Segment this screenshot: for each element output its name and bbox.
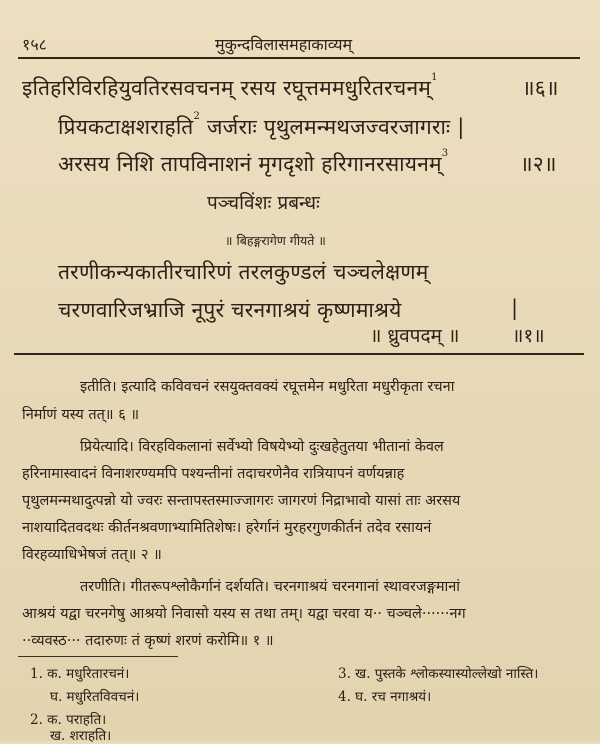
page-number: १५८ bbox=[22, 35, 47, 54]
header-rule bbox=[18, 57, 580, 59]
commentary-p1-line-1: इतीति। इत्यादि कविवचनं रसयुक्तवक्यं रघूत्तमेन मधुरिता मधुरीकृता रचना bbox=[80, 379, 455, 395]
commentary-p2-line-2: हरिनामास्वादनं विनाशरण्यमपि पश्यन्तीनां तदाचरणेनैव रात्रियापनं वर्णयन्नाह bbox=[22, 466, 405, 482]
verse-2-line-1 bbox=[58, 113, 465, 141]
dhruvapada: ॥ ध्रुवपदम् ॥ bbox=[370, 325, 460, 347]
footnote-3: 3. ख. पुस्तके श्लोकस्यास्योल्लेखो नास्ति। bbox=[338, 666, 539, 682]
footnote-1b: घ. मधुरितविवचनं। bbox=[50, 689, 140, 705]
commentary-p2-line-1: प्रियेत्यादि। विरहविकलानां सर्वेभ्यो विषयेभ्यो दुःखहेतुतया भीतानां केवल bbox=[80, 439, 444, 455]
prabandha-title: पञ्चविंशः प्रबन्धः bbox=[207, 192, 320, 214]
commentary-p3-line-2: आश्रयं यद्वा चरनगेषु आश्रयो निवासो यस्य स तथा तम्। यद्वा चरवा य·· चञ्चले······नग bbox=[22, 606, 466, 622]
commentary-p2-line-3: पृथुलमन्मथादुत्पन्नो यो ज्वरः सन्तापस्तस्माज्जागरः जागरणं निद्राभावो यासां ताः अरसय bbox=[22, 493, 461, 509]
verse-1-line-1: तरणीकन्यकातीरचारिणं तरलकुण्डलं चञ्चलेक्षणम् bbox=[58, 260, 429, 284]
footnote-ref-3: 3 bbox=[441, 148, 449, 159]
footnote-2a: 2. क. पराहति। bbox=[30, 712, 107, 728]
verse-2-line-1-rest: जर्जराः पृथुलमन्मथजज्वरजागराः | bbox=[200, 115, 465, 139]
commentary-p2-line-4: नाशयादितवदथः कीर्तनश्रवणाभ्यामितिशेषः। हरेर्गानं मुरहरगुणकीर्तनं तदेव रसायनं bbox=[22, 520, 432, 536]
footnote-ref-1: 1 bbox=[431, 72, 438, 83]
footnote-rule bbox=[18, 656, 178, 657]
verse-2-line-2-text: अरसय निशि तापविनाशनं मृगदृशो हरिगानरसायनम् bbox=[58, 152, 442, 176]
verse-1-bar: | bbox=[511, 296, 519, 320]
commentary-p3-line-1: तरणीति। गीतरूपश्लोकैर्गानं दर्शयति। चरनगाश्रयं चरनगानां स्थावरजङ्गमानां bbox=[80, 579, 461, 595]
verse-6-number: ॥६॥ bbox=[522, 76, 559, 100]
verse-1-number: ॥१॥ bbox=[512, 325, 545, 347]
verse-2-line-1-text: प्रियकटाक्षशराहति bbox=[58, 115, 194, 139]
footnote-1a: 1. क. मधुरितारचनं। bbox=[30, 666, 130, 682]
footnote-ref-2: 2 bbox=[193, 111, 201, 122]
verse-commentary-divider bbox=[14, 353, 584, 355]
commentary-p3-line-3: ··व्यवस्ठ··· तदारुणः तं कृष्णं शरणं करोमि॥ १ ॥ bbox=[22, 633, 274, 649]
running-title: मुकुन्दविलासमहाकाव्यम् bbox=[215, 35, 353, 54]
verse-1-line-2: चरणवारिजभ्राजि नूपुरं चरनगाश्रयं कृष्णमाश्रये bbox=[58, 298, 402, 322]
verse-2-line-2 bbox=[58, 150, 448, 178]
verse-6-line bbox=[22, 74, 438, 102]
raga-line: ॥ बिहङ्गरागेण गीयते ॥ bbox=[225, 233, 326, 248]
footnote-4: 4. घ. रच नगाश्रयं। bbox=[338, 689, 432, 705]
verse-2-number: ॥२॥ bbox=[520, 152, 557, 176]
commentary-p1-line-2: निर्माणं यस्य तत्॥ ६ ॥ bbox=[22, 407, 140, 423]
footnote-2b: ख. शराहति। bbox=[50, 728, 112, 744]
commentary-p2-line-5: विरहव्याधिभेषजं तत्॥ २ ॥ bbox=[22, 547, 162, 563]
verse-6-text: इतिहरिविरहियुवतिरसवचनम् रसय रघूत्तममधुरितरचनम् bbox=[22, 76, 432, 100]
